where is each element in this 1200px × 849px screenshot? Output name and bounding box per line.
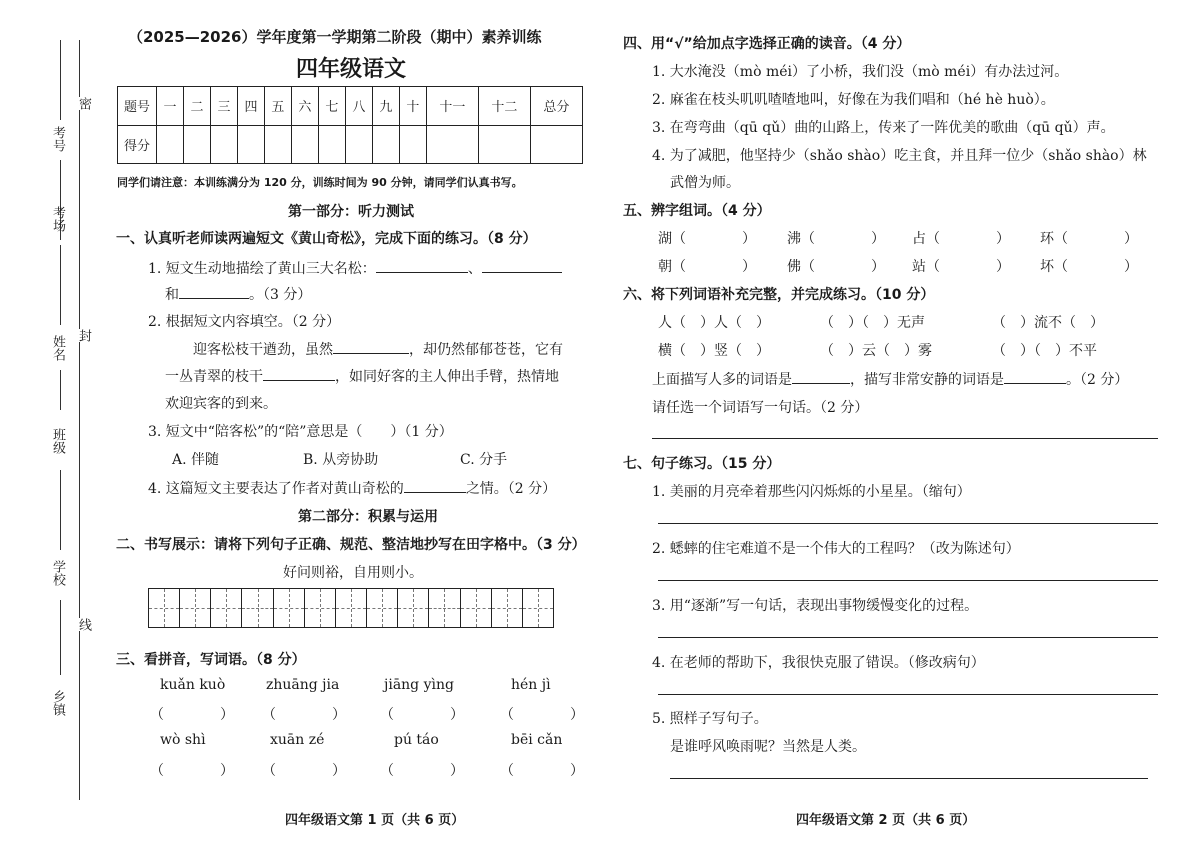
binding-mi: 密 [76,97,91,110]
pinyin: kuǎn kuò [160,677,226,693]
score-cell[interactable] [237,125,264,164]
kaohao-line [60,40,61,120]
score-cell[interactable] [478,125,530,164]
xingming-line [60,245,61,325]
q2-sentence: 好问则裕，自用则小。 [283,565,423,581]
pinyin: wò shì [160,732,206,748]
q1-item1-text: 1. 短文生动地描绘了黄山三大名松： [148,261,376,277]
part1-title: 第一部分：听力测试 [288,204,414,220]
answer-line[interactable] [658,637,1158,638]
tianzige-cell[interactable] [461,589,492,627]
score-cell[interactable] [345,125,372,164]
q1-item1-cont [165,284,311,304]
answer-line[interactable] [658,694,1158,695]
kaohao-label: 考号 [50,126,65,152]
q6-idiom[interactable]: （ ）（ ）不平 [992,343,1097,359]
score-col: 总分 [530,87,582,126]
q7-heading: 七、句子练习。（15 分） [623,456,781,472]
score-col: 一 [157,87,184,126]
tianzige-cell[interactable] [367,589,398,627]
q5-heading: 五、辨字组词。（4 分） [623,203,771,219]
score-col: 十一 [426,87,478,126]
q5-word[interactable]: 站（ ） [912,259,1010,275]
score-col: 十 [399,87,426,126]
answer-paren[interactable]: （ ） [262,707,346,723]
q1-item2-para1 [193,339,563,359]
pinyin: zhuāng jia [266,677,340,693]
q6-idiom[interactable]: 人（ ）人（ ） [658,315,770,331]
q6-sentence-prompt: 请任选一个词语写一句话。（2 分） [652,400,869,416]
exam-title: （2025—2026）学年度第一学期第二阶段（期中）素养训练 [128,28,542,46]
q7-item: 4. 在老师的帮助下，我很快克服了错误。（修改病句） [652,655,985,671]
score-col: 九 [372,87,399,126]
xuexiao-label: 学校 [50,560,65,586]
q1-item2-text: 迎客松枝干遒劲，虽然 [193,342,333,358]
score-cell[interactable] [291,125,318,164]
q6-fill-text: 。（2 分） [1066,372,1129,388]
score-header-row [118,87,583,126]
binding-line [79,40,80,800]
tianzige-cell[interactable] [242,589,273,627]
answer-blank[interactable] [333,339,409,354]
q1-item2-para3: 欢迎宾客的到来。 [165,396,277,412]
q4-item: 3. 在弯弯曲（qū qǔ）曲的山路上，传来了一阵优美的歌曲（qū qǔ）声。 [652,120,1115,136]
tianzige-grid[interactable] [148,588,554,628]
answer-line[interactable] [658,580,1158,581]
answer-blank[interactable] [263,366,335,381]
part2-title: 第二部分：积累与运用 [298,509,438,525]
answer-line[interactable] [670,778,1148,779]
tianzige-cell[interactable] [149,589,180,627]
score-label-defen: 得分 [118,125,157,164]
answer-paren[interactable]: （ ） [380,707,464,723]
q6-fill-text: ，描写非常安静的词语是 [850,372,1004,388]
q1-item3: 3. 短文中“陪客松”的“陪”意思是（ ）（1 分） [148,424,453,440]
tianzige-cell[interactable] [523,589,553,627]
score-col: 四 [237,87,264,126]
q1-item2-text: ，如同好客的主人伸出手臂，热情地 [335,369,559,385]
q1-item1 [148,258,562,278]
footer-left: 四年级语文第 1 页（共 6 页） [285,813,465,828]
q6-idiom[interactable]: 横（ ）竖（ ） [658,343,770,359]
answer-blank[interactable] [179,284,249,299]
answer-blank[interactable] [482,258,562,273]
pinyin: jiāng yìng [384,677,454,693]
score-col: 五 [264,87,291,126]
xingming-label: 姓名 [50,335,65,361]
q5-word[interactable]: 坏（ ） [1040,259,1138,275]
xuexiao-line [60,470,61,550]
binding-feng: 封 [76,329,91,342]
q6-fill-text: 上面描写人多的词语是 [652,372,792,388]
tianzige-cell[interactable] [274,589,305,627]
q6-idiom[interactable]: （ ）流不（ ） [992,315,1104,331]
xiangzhen-line [60,600,61,675]
q6-idiom[interactable]: （ ）云（ ）雾 [820,343,932,359]
tianzige-cell[interactable] [336,589,367,627]
q7-item: 5. 照样子写句子。 [652,711,768,727]
q1-item4-text: 之情。（2 分） [465,481,557,497]
score-cell[interactable] [426,125,478,164]
q5-word[interactable]: 朝（ ） [658,259,756,275]
q1-item3-option-a[interactable]: A. 伴随 [172,452,220,468]
score-col: 七 [318,87,345,126]
pinyin: pú táo [394,732,439,748]
score-cell[interactable] [210,125,237,164]
q1-item3-option-c[interactable]: C. 分手 [460,452,508,468]
score-col: 八 [345,87,372,126]
answer-paren[interactable]: （ ） [500,763,584,779]
tianzige-cell[interactable] [211,589,242,627]
q4-heading: 四、用“√”给加点字选择正确的读音。（4 分） [623,36,911,52]
answer-line[interactable] [652,438,1158,439]
score-cell[interactable] [318,125,345,164]
q4-item-cont: 武僧为师。 [670,175,740,191]
q1-item2-text: ，却仍然郁郁苍苍，它有 [409,342,563,358]
answer-blank[interactable] [376,258,468,273]
answer-paren[interactable]: （ ） [150,707,234,723]
q1-item2-para2 [165,366,559,386]
q3-heading: 三、看拼音，写词语。（8 分） [116,652,306,668]
score-cell[interactable] [157,125,184,164]
banji-label: 班级 [50,428,65,454]
tianzige-cell[interactable] [398,589,429,627]
q5-word[interactable]: 湖（ ） [658,231,756,247]
q4-item: 2. 麻雀在枝头叽叽喳喳地叫，好像在为我们唱和（hé hè huò）。 [652,92,1055,108]
score-col: 六 [291,87,318,126]
q5-word[interactable]: 环（ ） [1040,231,1138,247]
tianzige-cell[interactable] [492,589,523,627]
pinyin: hén jì [511,677,551,693]
score-cell[interactable] [399,125,426,164]
q5-word[interactable]: 佛（ ） [787,259,885,275]
q1-item1-end: 。（3 分） [249,287,312,303]
kaochang-label: 考场 [50,206,65,232]
q1-item1-he: 和 [165,287,179,303]
score-table [117,86,583,164]
answer-blank[interactable] [1004,369,1066,384]
pinyin: bēi cǎn [511,732,563,748]
q1-item2: 2. 根据短文内容填空。（2 分） [148,314,341,330]
score-input-row [118,125,583,164]
answer-paren[interactable]: （ ） [262,763,346,779]
pinyin: xuān zé [270,732,325,748]
answer-blank[interactable] [404,478,466,493]
q2-heading: 二、书写展示：请将下列句子正确、规范、整洁地抄写在田字格中。（3 分） [116,537,586,553]
answer-paren[interactable]: （ ） [500,707,584,723]
q4-item: 1. 大水淹没（mò méi）了小桥，我们没（mò méi）有办法过河。 [652,64,1069,80]
score-col: 三 [210,87,237,126]
q1-item2-text: 一丛青翠的枝干 [165,369,263,385]
q6-fill [652,369,1128,389]
q1-item4 [148,478,556,498]
binding-xian: 线 [76,618,91,631]
answer-blank[interactable] [792,369,850,384]
score-col: 十二 [478,87,530,126]
score-label-tihao: 题号 [118,87,157,126]
q7-item: 2. 蟋蟀的住宅难道不是一个伟大的工程吗？（改为陈述句） [652,541,1020,557]
q6-idiom[interactable]: （ ）（ ）无声 [820,315,925,331]
answer-line[interactable] [658,523,1158,524]
notice-text: 同学们请注意：本训练满分为 120 分，训练时间为 90 分钟，请同学们认真书写。 [117,176,523,189]
subject-title: 四年级语文 [296,57,407,82]
score-col: 二 [183,87,210,126]
q1-item4-text: 4. 这篇短文主要表达了作者对黄山奇松的 [148,481,404,497]
answer-paren[interactable]: （ ） [150,763,234,779]
answer-paren[interactable]: （ ） [380,763,464,779]
q5-word[interactable]: 沸（ ） [787,231,885,247]
q1-heading: 一、认真听老师读两遍短文《黄山奇松》，完成下面的练习。（8 分） [116,231,537,247]
score-cell[interactable] [264,125,291,164]
q7-item: 3. 用“逐渐”写一句话，表现出事物缓慢变化的过程。 [652,598,979,614]
banji-line [60,370,61,410]
xiangzhen-label: 乡镇 [50,690,65,716]
q6-heading: 六、将下列词语补充完整，并完成练习。（10 分） [623,287,935,303]
tianzige-cell[interactable] [429,589,460,627]
q1-item3-option-b[interactable]: B. 从旁协助 [303,452,379,468]
score-cell[interactable] [183,125,210,164]
q7-item: 1. 美丽的月亮牵着那些闪闪烁烁的小星星。（缩句） [652,484,971,500]
tianzige-cell[interactable] [305,589,336,627]
q1-item1-sep: 、 [467,261,482,277]
q4-item: 4. 为了减肥，他坚持少（shǎo shào）吃主食，并且拜一位少（shǎo shào）林 [652,148,1147,164]
score-cell[interactable] [372,125,399,164]
q7-example: 是谁呼风唤雨呢？当然是人类。 [670,739,866,755]
q5-word[interactable]: 占（ ） [912,231,1010,247]
tianzige-cell[interactable] [180,589,211,627]
footer-right: 四年级语文第 2 页（共 6 页） [796,813,976,828]
score-cell[interactable] [530,125,582,164]
